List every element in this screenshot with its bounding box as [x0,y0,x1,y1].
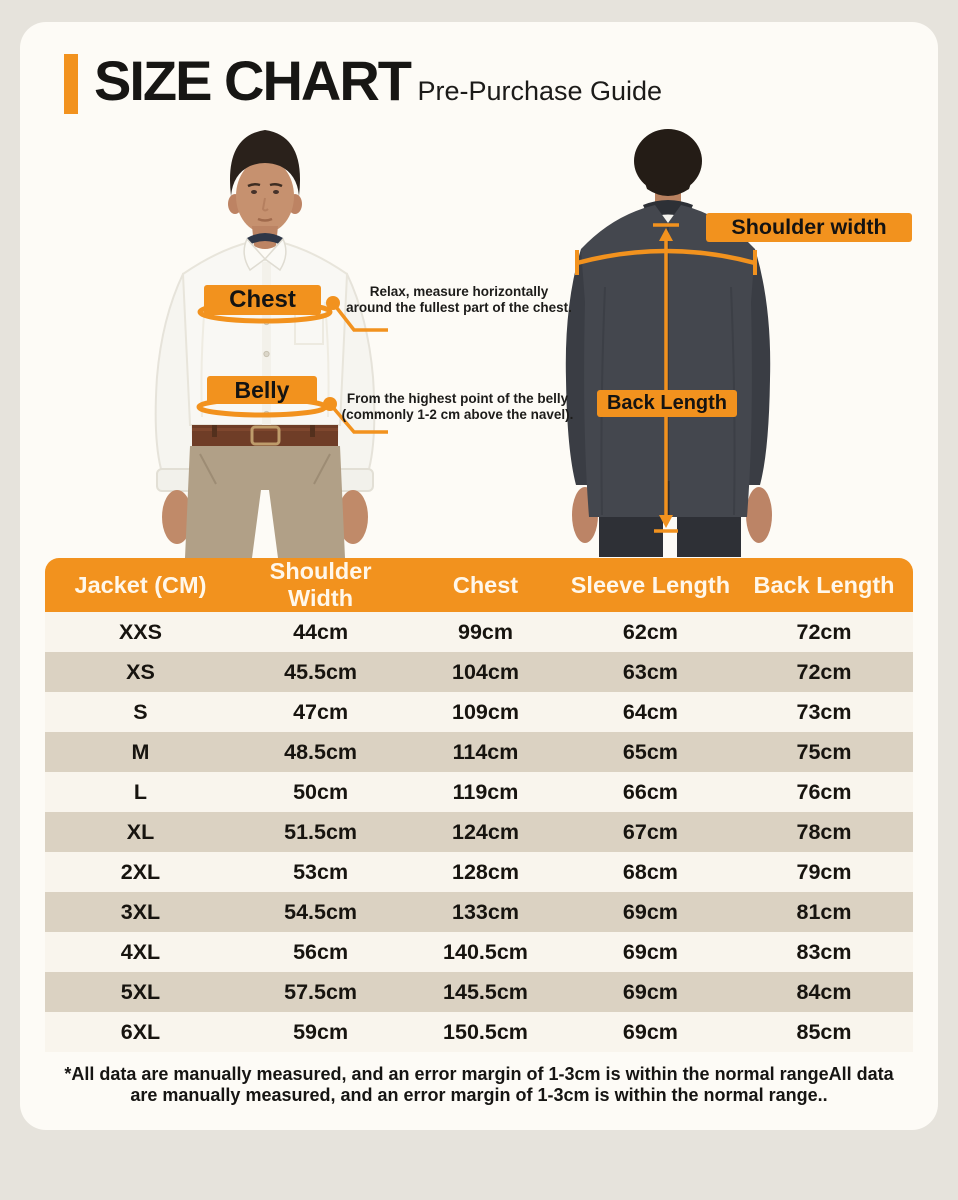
chest-measure-label: Chest [204,285,321,315]
col-header-sleeve: Sleeve Length [566,558,735,612]
table-row [45,892,913,932]
table-row [45,612,913,652]
value-cell: 69cm [622,1019,678,1044]
value-cell: 56cm [293,939,349,964]
size-cell: 6XL [120,1019,161,1044]
size-cell: S [133,699,148,724]
size-cell: 2XL [120,859,161,884]
page-title-row [94,50,662,112]
value-cell: 109cm [452,699,519,724]
table-row [45,852,913,892]
value-cell: 75cm [796,739,852,764]
table-row [45,972,913,1012]
page-subtitle: Pre-Purchase Guide [417,76,663,106]
value-cell: 57.5cm [284,979,358,1004]
value-cell: 78cm [796,819,852,844]
value-cell: 47cm [293,699,349,724]
size-cell: XS [126,659,155,684]
size-cell: L [133,779,148,804]
value-cell: 114cm [452,739,519,764]
chest-note-line2: around the fullest part of the chest. [346,299,572,315]
table-row [45,692,913,732]
belly-measure-label: Belly [207,376,317,404]
value-cell: 76cm [796,779,852,804]
back-figure-illustration [555,127,805,557]
value-cell: 63cm [622,659,678,684]
table-row [45,1012,913,1052]
value-cell: 67cm [622,819,678,844]
value-cell: 85cm [796,1019,852,1044]
size-cell: XXS [118,619,162,644]
value-cell: 83cm [796,939,852,964]
value-cell: 69cm [622,939,678,964]
value-cell: 128cm [452,859,519,884]
value-cell: 66cm [622,779,678,804]
size-cell: 3XL [120,899,161,924]
value-cell: 59cm [293,1019,349,1044]
value-cell: 53cm [293,859,349,884]
page-title: SIZE CHART [94,49,410,112]
table-row [45,652,913,692]
chest-measure-note [345,284,573,315]
value-cell: 48.5cm [284,739,358,764]
shoulder-width-label: Shoulder width [706,213,912,242]
value-cell: 72cm [796,619,852,644]
col-header-back: Back Length [735,558,913,612]
size-chart-card [20,22,938,1130]
value-cell: 72cm [796,659,852,684]
value-cell: 44cm [293,619,349,644]
table-row [45,732,913,772]
value-cell: 68cm [622,859,678,884]
size-cell: XL [126,819,155,844]
table-header-row [45,558,913,612]
size-cell: 4XL [120,939,161,964]
col-header-chest: Chest [405,558,566,612]
size-cell: 5XL [120,979,161,1004]
disclaimer-note [20,1064,938,1106]
value-cell: 150.5cm [443,1019,528,1044]
accent-bar [64,54,78,114]
disclaimer-line1: *All data are manually measured, and an error margin of 1-3cm is within the normal rangeAll data [64,1064,894,1084]
belly-note-line2: (commonly 1-2 cm above the navel). [341,406,574,422]
size-table [45,558,913,1052]
value-cell: 69cm [622,899,678,924]
value-cell: 104cm [452,659,519,684]
belly-measure-note [340,391,575,422]
value-cell: 119cm [452,779,519,804]
table-row [45,772,913,812]
value-cell: 62cm [622,619,678,644]
value-cell: 140.5cm [443,939,528,964]
col-header-shoulder: Shoulder Width [236,558,405,612]
col-header-jacket: Jacket (CM) [45,558,236,612]
value-cell: 50cm [293,779,349,804]
value-cell: 54.5cm [284,899,358,924]
belly-note-line1: From the highest point of the belly [346,391,569,406]
value-cell: 124cm [452,819,519,844]
value-cell: 45.5cm [284,659,358,684]
table-row [45,932,913,972]
value-cell: 64cm [622,699,678,724]
value-cell: 99cm [457,619,513,644]
disclaimer-line2: are manually measured, and an error margin of 1-3cm is within the normal range.. [130,1085,828,1105]
value-cell: 65cm [622,739,678,764]
value-cell: 73cm [796,699,852,724]
table-row [45,812,913,852]
front-figure-illustration [120,122,420,558]
value-cell: 84cm [796,979,852,1004]
value-cell: 69cm [622,979,678,1004]
back-length-label: Back Length [597,390,737,417]
size-cell: M [131,739,150,764]
value-cell: 81cm [796,899,852,924]
chest-note-line1: Relax, measure horizontally [369,284,549,299]
value-cell: 133cm [452,899,519,924]
value-cell: 145.5cm [443,979,528,1004]
value-cell: 51.5cm [284,819,358,844]
value-cell: 79cm [796,859,852,884]
